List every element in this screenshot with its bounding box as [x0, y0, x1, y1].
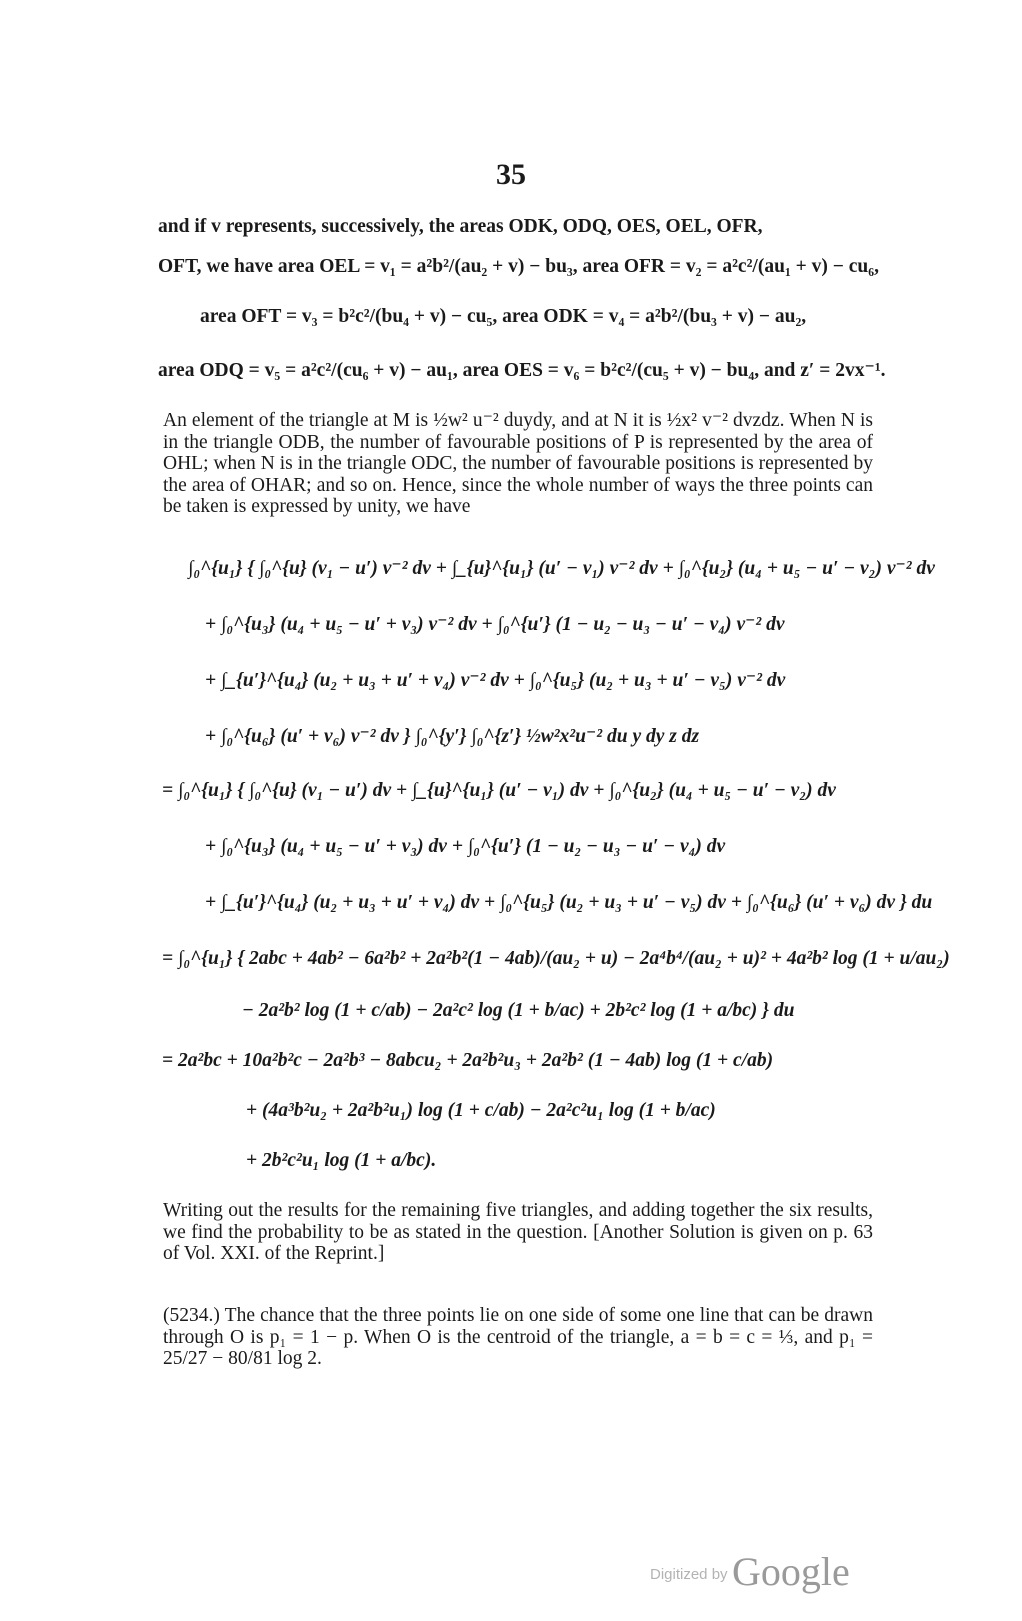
intro-line-3: area OFT = v₃ = b²c²/(bu₄ + v) − cu₅, area ODK = v₄ = a²b²/(bu₃ + v) − au₂, — [200, 306, 807, 327]
google-logo: Google — [732, 1549, 850, 1594]
equation-line-5: = ∫₀^{u₁} { ∫₀^{u} (v₁ − u′) dv + ∫_{u}^{u₁} (u′ − v₁) dv + ∫₀^{u₂} (u₄ + u₅ − u′ − v₂) dv — [162, 780, 836, 801]
page-number: 35 — [496, 158, 526, 191]
paragraph-5234: (5234.) The chance that the three points lie on one side of some one line that can be drawn through O is p₁ = 1 − p. When O is the centroid of the triangle, a = b = c = ⅓, and p₁ = 25/27 − 80/81 log 2. — [163, 1305, 873, 1369]
equation-line-3: + ∫_{u′}^{u₄} (u₂ + u₃ + u′ + v₄) v⁻² dv + ∫₀^{u₅} (u₂ + u₃ + u′ − v₅) v⁻² dv — [205, 670, 786, 691]
digitized-by-google-watermark — [650, 1548, 850, 1595]
paragraph-results: Writing out the results for the remaining five triangles, and adding together the six results, we find the probability to be as stated in the question. [Another Solution is given on p. 63 of Vol. XXI. of the Reprint.] — [163, 1200, 873, 1264]
equation-line-8: = ∫₀^{u₁} { 2abc + 4ab² − 6a²b² + 2a²b²(1 − 4ab)/(au₂ + u) − 2a⁴b⁴/(au₂ + u)² + 4a²b² log (1 + u/au₂) — [162, 948, 950, 969]
equation-line-1: ∫₀^{u₁} { ∫₀^{u} (v₁ − u′) v⁻² dv + ∫_{u}^{u₁} (u′ − v₁) v⁻² dv + ∫₀^{u₂} (u₄ + u₅ − u′ − v₂) v⁻² dv — [188, 558, 935, 579]
equation-line-11: + (4a³b²u₂ + 2a²b²u₁) log (1 + c/ab) − 2a²c²u₁ log (1 + b/ac) — [246, 1100, 716, 1121]
paragraph-element: An element of the triangle at M is ½w² u⁻² duydy, and at N it is ½x² v⁻² dvzdz. When N is in the triangle ODB, the number of favourable positions of P is represented by the area of OHL; when N is in the triangle ODC, the number of favourable positions is represented by the area of OHAR; and so on. Hence, since the whole number of ways the three points can be taken is expressed by unity, we have — [163, 410, 873, 517]
equation-line-2: + ∫₀^{u₃} (u₄ + u₅ − u′ + v₃) v⁻² dv + ∫₀^{u′} (1 − u₂ − u₃ − u′ − v₄) v⁻² dv — [205, 614, 785, 635]
equation-line-9: − 2a²b² log (1 + c/ab) − 2a²c² log (1 + b/ac) + 2b²c² log (1 + a/bc) } du — [242, 1000, 795, 1021]
equation-line-12: + 2b²c²u₁ log (1 + a/bc). — [246, 1150, 437, 1171]
intro-line-1: and if v represents, successively, the areas ODK, ODQ, OES, OEL, OFR, — [158, 216, 763, 237]
intro-line-4: area ODQ = v₅ = a²c²/(cu₆ + v) − au₁, area OES = v₆ = b²c²/(cu₅ + v) − bu₄, and z′ = 2vx⁻¹. — [158, 360, 886, 381]
equation-line-7: + ∫_{u′}^{u₄} (u₂ + u₃ + u′ + v₄) dv + ∫₀^{u₅} (u₂ + u₃ + u′ − v₅) dv + ∫₀^{u₆} (u′ + v₆) dv } du — [205, 892, 933, 913]
digitized-label: Digitized by — [650, 1566, 728, 1583]
equation-line-6: + ∫₀^{u₃} (u₄ + u₅ − u′ + v₃) dv + ∫₀^{u′} (1 − u₂ − u₃ − u′ − v₄) dv — [205, 836, 726, 857]
equation-line-10: = 2a²bc + 10a²b²c − 2a²b³ − 8abcu₂ + 2a²b²u₃ + 2a²b² (1 − 4ab) log (1 + c/ab) — [162, 1050, 774, 1071]
equation-line-4: + ∫₀^{u₆} (u′ + v₆) v⁻² dv } ∫₀^{y′} ∫₀^{z′} ½w²x²u⁻² du y dy z dz — [205, 726, 700, 747]
intro-line-2: OFT, we have area OEL = v₁ = a²b²/(au₂ + v) − bu₃, area OFR = v₂ = a²c²/(au₁ + v) − cu₆, — [158, 256, 879, 277]
